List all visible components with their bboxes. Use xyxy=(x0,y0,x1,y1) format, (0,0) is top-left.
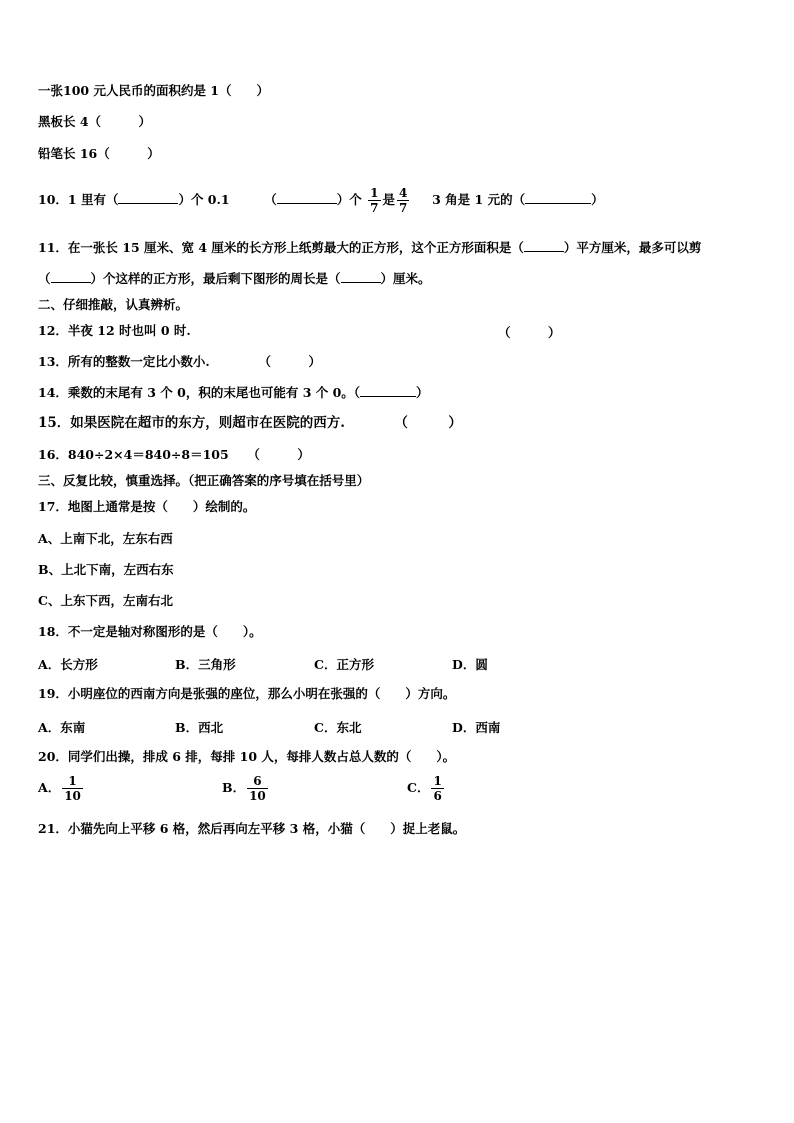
q19-option-c[interactable]: C．东北 xyxy=(314,720,362,735)
question-18: 18．不一定是轴对称图形的是（ ）。 xyxy=(38,624,262,639)
question-13 xyxy=(38,354,321,370)
question-14 xyxy=(38,385,429,401)
q19-option-d[interactable]: D．西南 xyxy=(452,720,501,735)
q11-blank-area[interactable] xyxy=(524,240,564,252)
question-11-line-1 xyxy=(38,240,701,256)
q18-option-a[interactable]: A．长方形 xyxy=(38,657,98,672)
q15-text: 15．如果医院在超市的东方，则超市在医院的西方. xyxy=(38,415,345,431)
question-10 xyxy=(38,185,604,215)
question-pencil-length: 铅笔长 16（ ） xyxy=(38,146,160,161)
question-banknote-area: 一张100 元人民币的面积约是 1（ ） xyxy=(38,83,269,98)
q20-option-b-label: B． xyxy=(222,780,246,795)
q20-option-c-label: C． xyxy=(407,780,430,795)
q11-end: ）厘米。 xyxy=(380,271,431,286)
q16-answer-blank[interactable]: （ ） xyxy=(247,447,310,462)
q10-blank-a-close: ）个 0.1 xyxy=(178,192,230,207)
q13-text: 13．所有的整数一定比小数小. xyxy=(38,354,210,369)
question-20: 20．同学们出操，排成 6 排，每排 10 人，每排人数占总人数的（ ）。 xyxy=(38,749,456,764)
q12-answer-blank[interactable]: （ ） xyxy=(498,325,561,340)
q10-blank-c[interactable] xyxy=(525,192,591,204)
question-17: 17．地图上通常是按（ ）绘制的。 xyxy=(38,499,256,514)
question-11-line-2 xyxy=(38,271,431,287)
q11-open: （ xyxy=(38,271,51,286)
q11-blank-perimeter[interactable] xyxy=(341,271,381,283)
q17-option-a[interactable]: A、上南下北，左东右西 xyxy=(38,531,173,546)
q13-answer-blank[interactable]: （ ） xyxy=(258,354,321,369)
q14-close: ） xyxy=(416,385,429,400)
q16-text: 16．840÷2×4＝840÷8＝105 xyxy=(38,447,229,462)
q10-fraction-1: $\frac{1}{7}$ xyxy=(370,186,379,215)
q10-open-b: （ xyxy=(264,192,277,207)
q20-option-a-label: A． xyxy=(38,780,61,795)
q17-option-b[interactable]: B、上北下南，左西右东 xyxy=(38,562,174,577)
question-blackboard-length: 黑板长 4（ ） xyxy=(38,114,152,129)
q20-option-a[interactable] xyxy=(38,774,85,803)
q10-mid: 是 xyxy=(382,192,396,207)
q18-option-b[interactable]: B．三角形 xyxy=(175,657,236,672)
q20-option-a-fraction: $\frac{1}{10}$ xyxy=(64,774,81,803)
question-19: 19．小明座位的西南方向是张强的座位，那么小明在张强的（ ）方向。 xyxy=(38,686,456,701)
q18-option-d[interactable]: D．圆 xyxy=(452,657,488,672)
question-15 xyxy=(38,415,462,431)
q19-option-b[interactable]: B．西北 xyxy=(175,720,224,735)
q18-option-c[interactable]: C．正方形 xyxy=(314,657,374,672)
q20-option-c[interactable] xyxy=(407,774,446,803)
q17-option-c[interactable]: C、上东下西，左南右北 xyxy=(38,593,173,608)
q20-option-b-fraction: $\frac{6}{10}$ xyxy=(249,774,266,803)
section-2-heading: 二、仔细推敲，认真辨析。 xyxy=(38,297,189,312)
section-3-heading: 三、反复比较，慎重选择。（把正确答案的序号填在括号里） xyxy=(38,473,370,488)
q10-blank-a[interactable] xyxy=(118,192,178,204)
q11-mid: ）个这样的正方形，最后剩下图形的周长是（ xyxy=(90,271,341,286)
q19-option-a[interactable]: A．东南 xyxy=(38,720,86,735)
question-21: 21．小猫先向上平移 6 格，然后再向左平移 3 格，小猫（ ）捉上老鼠。 xyxy=(38,821,466,836)
q20-option-b[interactable] xyxy=(222,774,270,803)
q14-answer-blank[interactable] xyxy=(360,385,416,397)
q10-blank-b[interactable] xyxy=(277,192,337,204)
q10-tail: 3 角是 1 元的（ xyxy=(432,192,526,207)
q11-blank-count[interactable] xyxy=(51,271,91,283)
q11-text: 11．在一张长 15 厘米、宽 4 厘米的长方形上纸剪最大的正方形，这个正方形面积是（ xyxy=(38,240,524,255)
question-12: 12．半夜 12 时也叫 0 时. xyxy=(38,323,191,338)
q10-tail-close: ） xyxy=(591,192,604,207)
q10-fraction-2: $\frac{4}{7}$ xyxy=(399,186,408,215)
q15-answer-blank[interactable]: （ ） xyxy=(394,415,462,431)
q10-close-b: ）个 xyxy=(336,192,362,207)
question-16 xyxy=(38,447,310,463)
q14-text: 14．乘数的末尾有 3 个 0，积的末尾也可能有 3 个 0。（ xyxy=(38,385,361,400)
q11-close: ）平方厘米，最多可以剪 xyxy=(563,240,702,255)
q10-lead: 10．1 里有（ xyxy=(38,192,119,207)
q20-option-c-fraction: $\frac{1}{6}$ xyxy=(433,774,442,803)
